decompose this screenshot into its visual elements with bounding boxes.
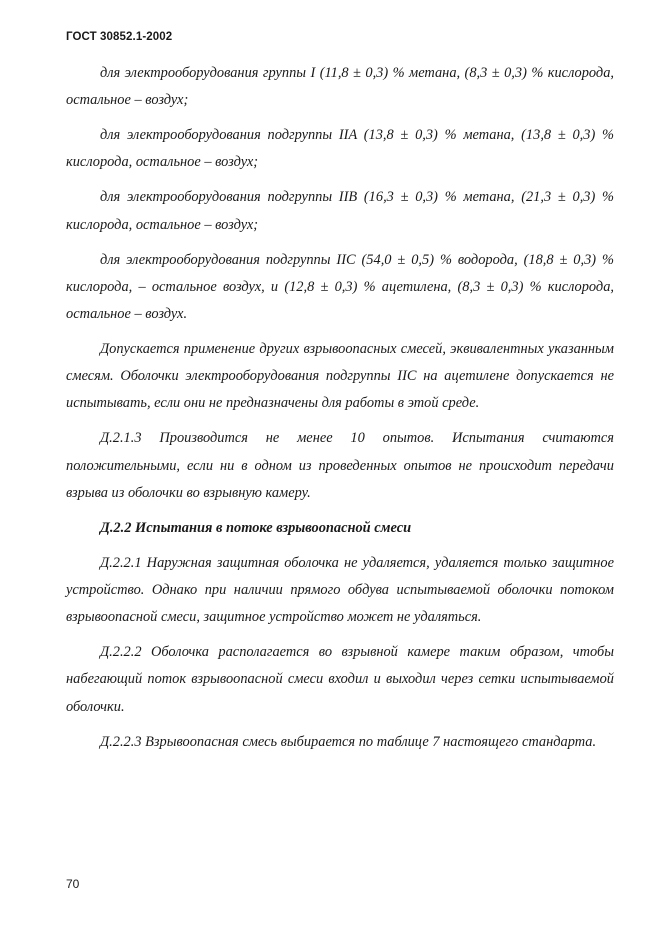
page-number: 70 <box>66 877 80 891</box>
paragraph-d-2-1-3: Д.2.1.3 Производится не менее 10 опытов. Испытания считаются положительными, если ни в одном из проведенных опытов не происходит передачи взрыва из оболочки во взрывную камеру. <box>66 430 614 501</box>
paragraph-other-mixtures: Допускается применение других взрывоопасных смесей, эквивалентных указанным смесям. Оболочки электрооборудования подгруппы IIC на ацетилене допускается не испытывать, если они не предназначены для работы в этой среде. <box>66 341 614 412</box>
document-code-header: ГОСТ 30852.1-2002 <box>66 31 173 43</box>
paragraph-d-2-2-3: Д.2.2.3 Взрывоопасная смесь выбирается по таблице 7 настоящего стандарта. <box>100 733 597 750</box>
paragraph-d-2-2-1: Д.2.2.1 Наружная защитная оболочка не удаляется, удаляется только защитное устройство. Однако при наличии прямого обдува испытываемой оболочки потоком взрывоопасной смеси, защитное устройство может не удаляться. <box>66 554 614 626</box>
section-heading-d-2-2: Д.2.2 Испытания в потоке взрывоопасной смеси <box>100 519 412 536</box>
paragraph-subgroup-iic: для электрооборудования подгруппы IIC (54,0 ± 0,5) % водорода, (18,8 ± 0,3) % кислорода, – остальное воздух, и (12,8 ± 0,3) % ацетилена, (8,3 ± 0,3) % кислорода, остальное – воздух. <box>66 251 614 323</box>
paragraph-subgroup-iib: для электрооборудования подгруппы IIB (16,3 ± 0,3) % метана, (21,3 ± 0,3) % кислорода, остальное – воздух; <box>66 189 614 233</box>
paragraph-group-i: для электрооборудования группы I (11,8 ± 0,3) % метана, (8,3 ± 0,3) % кислорода, остальное – воздух; <box>66 65 614 109</box>
paragraph-subgroup-iia: для электрооборудования подгруппы IIA (13,8 ± 0,3) % метана, (13,8 ± 0,3) % кислорода, остальное – воздух; <box>66 127 614 171</box>
document-body <box>66 60 614 764</box>
paragraph-d-2-2-2: Д.2.2.2 Оболочка располагается во взрывной камере таким образом, чтобы набегающий поток взрывоопасной смеси входил и выходил через сетки испытываемой оболочки. <box>66 644 614 715</box>
